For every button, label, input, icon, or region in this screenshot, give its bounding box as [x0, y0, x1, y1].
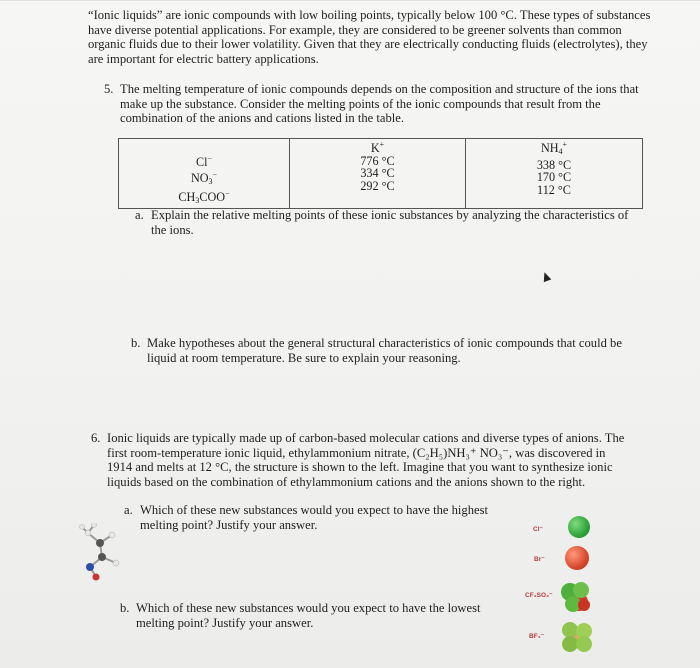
value-k-ch3coo: 292 °C: [360, 178, 395, 193]
header-k: K+: [370, 140, 385, 155]
question-6b: [120, 601, 500, 630]
header-nh4: $NH_4^+$: [540, 140, 568, 156]
tetrafluoroborate-anion-icon: [560, 620, 594, 654]
value-nh4-no3: 170 °C: [536, 170, 572, 185]
mouse-cursor-icon: [541, 271, 552, 282]
question-text: Ionic liquids are typically made up of carbon-based molecular cations and diverse types of anions. The first room-temperature ionic liquid, ethylammonium nitrate, (C₂H₅)NH₃⁺ NO₃⁻, was discovered in 1914 and melts at 12 °C, the structure is shown to the left. Imagine that you want to synthesize ionic liquids based on the combination of ethylammonium cations and the anions shown to the right.: [107, 431, 625, 489]
table-header-row: [119, 139, 643, 209]
anion-label-tetrafluoroborate: BF₄⁻: [529, 633, 545, 640]
value-nh4-cl: 338 °C: [536, 157, 572, 172]
intro-paragraph: “Ionic liquids” are ionic compounds with low boiling points, typically below 100 °C. These types of substances have diverse potential applications. For example, they are considered to be greener solvents than common organic fluids due to their lower volatility. Given that they are electrically conducting fluids (electrolytes), they are important for electric battery applications.: [88, 8, 651, 66]
value-k-no3: 334 °C: [360, 166, 395, 181]
table-cell-k-column: [290, 139, 466, 209]
ethylammonium-nitrate-molecule-icon: [78, 523, 124, 581]
table-cell-anions: [119, 139, 290, 209]
question-text: The melting temperature of ionic compounds depends on the composition and structure of the ions that make up the substance. Consider the melting points of the ionic compounds that result from the combination of the anions and cations listed in the table.: [120, 82, 639, 126]
bromide-anion-icon: [565, 546, 589, 570]
subquestion-text: Explain the relative melting points of these ionic substances by analyzing the characteristics of the ions.: [151, 208, 629, 237]
question-6a: [124, 503, 499, 532]
question-5a: [135, 208, 630, 237]
chloride-anion-icon: [568, 516, 590, 538]
question-5: [104, 82, 644, 126]
subquestion-text: Which of these new substances would you expect to have the lowest melting point? Justify your answer.: [136, 601, 481, 630]
page-edge: [0, 0, 700, 1]
subquestion-label: b.: [120, 601, 130, 615]
table-cell-nh4-column: [466, 139, 643, 209]
subquestion-label: a.: [135, 208, 144, 222]
subquestion-label: a.: [124, 503, 133, 517]
subquestion-label: b.: [131, 336, 141, 350]
anion-label-bromide: Br⁻: [534, 556, 545, 563]
triflate-anion-icon: [557, 578, 593, 614]
melting-point-table: [118, 138, 643, 209]
anion-label-chloride: Cl⁻: [533, 526, 543, 533]
question-5b: [131, 336, 626, 365]
subquestion-text: Make hypotheses about the general structural characteristics of ionic compounds that could be liquid at room temperature. Be sure to explain your reasoning.: [147, 336, 622, 365]
subquestion-text: Which of these new substances would you expect to have the highest melting point? Justify your answer.: [140, 503, 488, 532]
question-number: 5.: [104, 82, 114, 96]
anion-label-triflate: CF₃SO₃⁻: [525, 592, 553, 599]
question-6: [91, 431, 631, 489]
value-k-cl: 776 °C: [360, 153, 395, 168]
value-nh4-ch3coo: 112 °C: [537, 182, 571, 197]
question-number: 6.: [91, 431, 101, 445]
anion-label-cl: Cl−: [195, 154, 213, 169]
anion-label-ch3coo: $CH_3COO^-$: [178, 189, 230, 206]
anion-label-no3: $NO_3^-$: [190, 169, 218, 186]
